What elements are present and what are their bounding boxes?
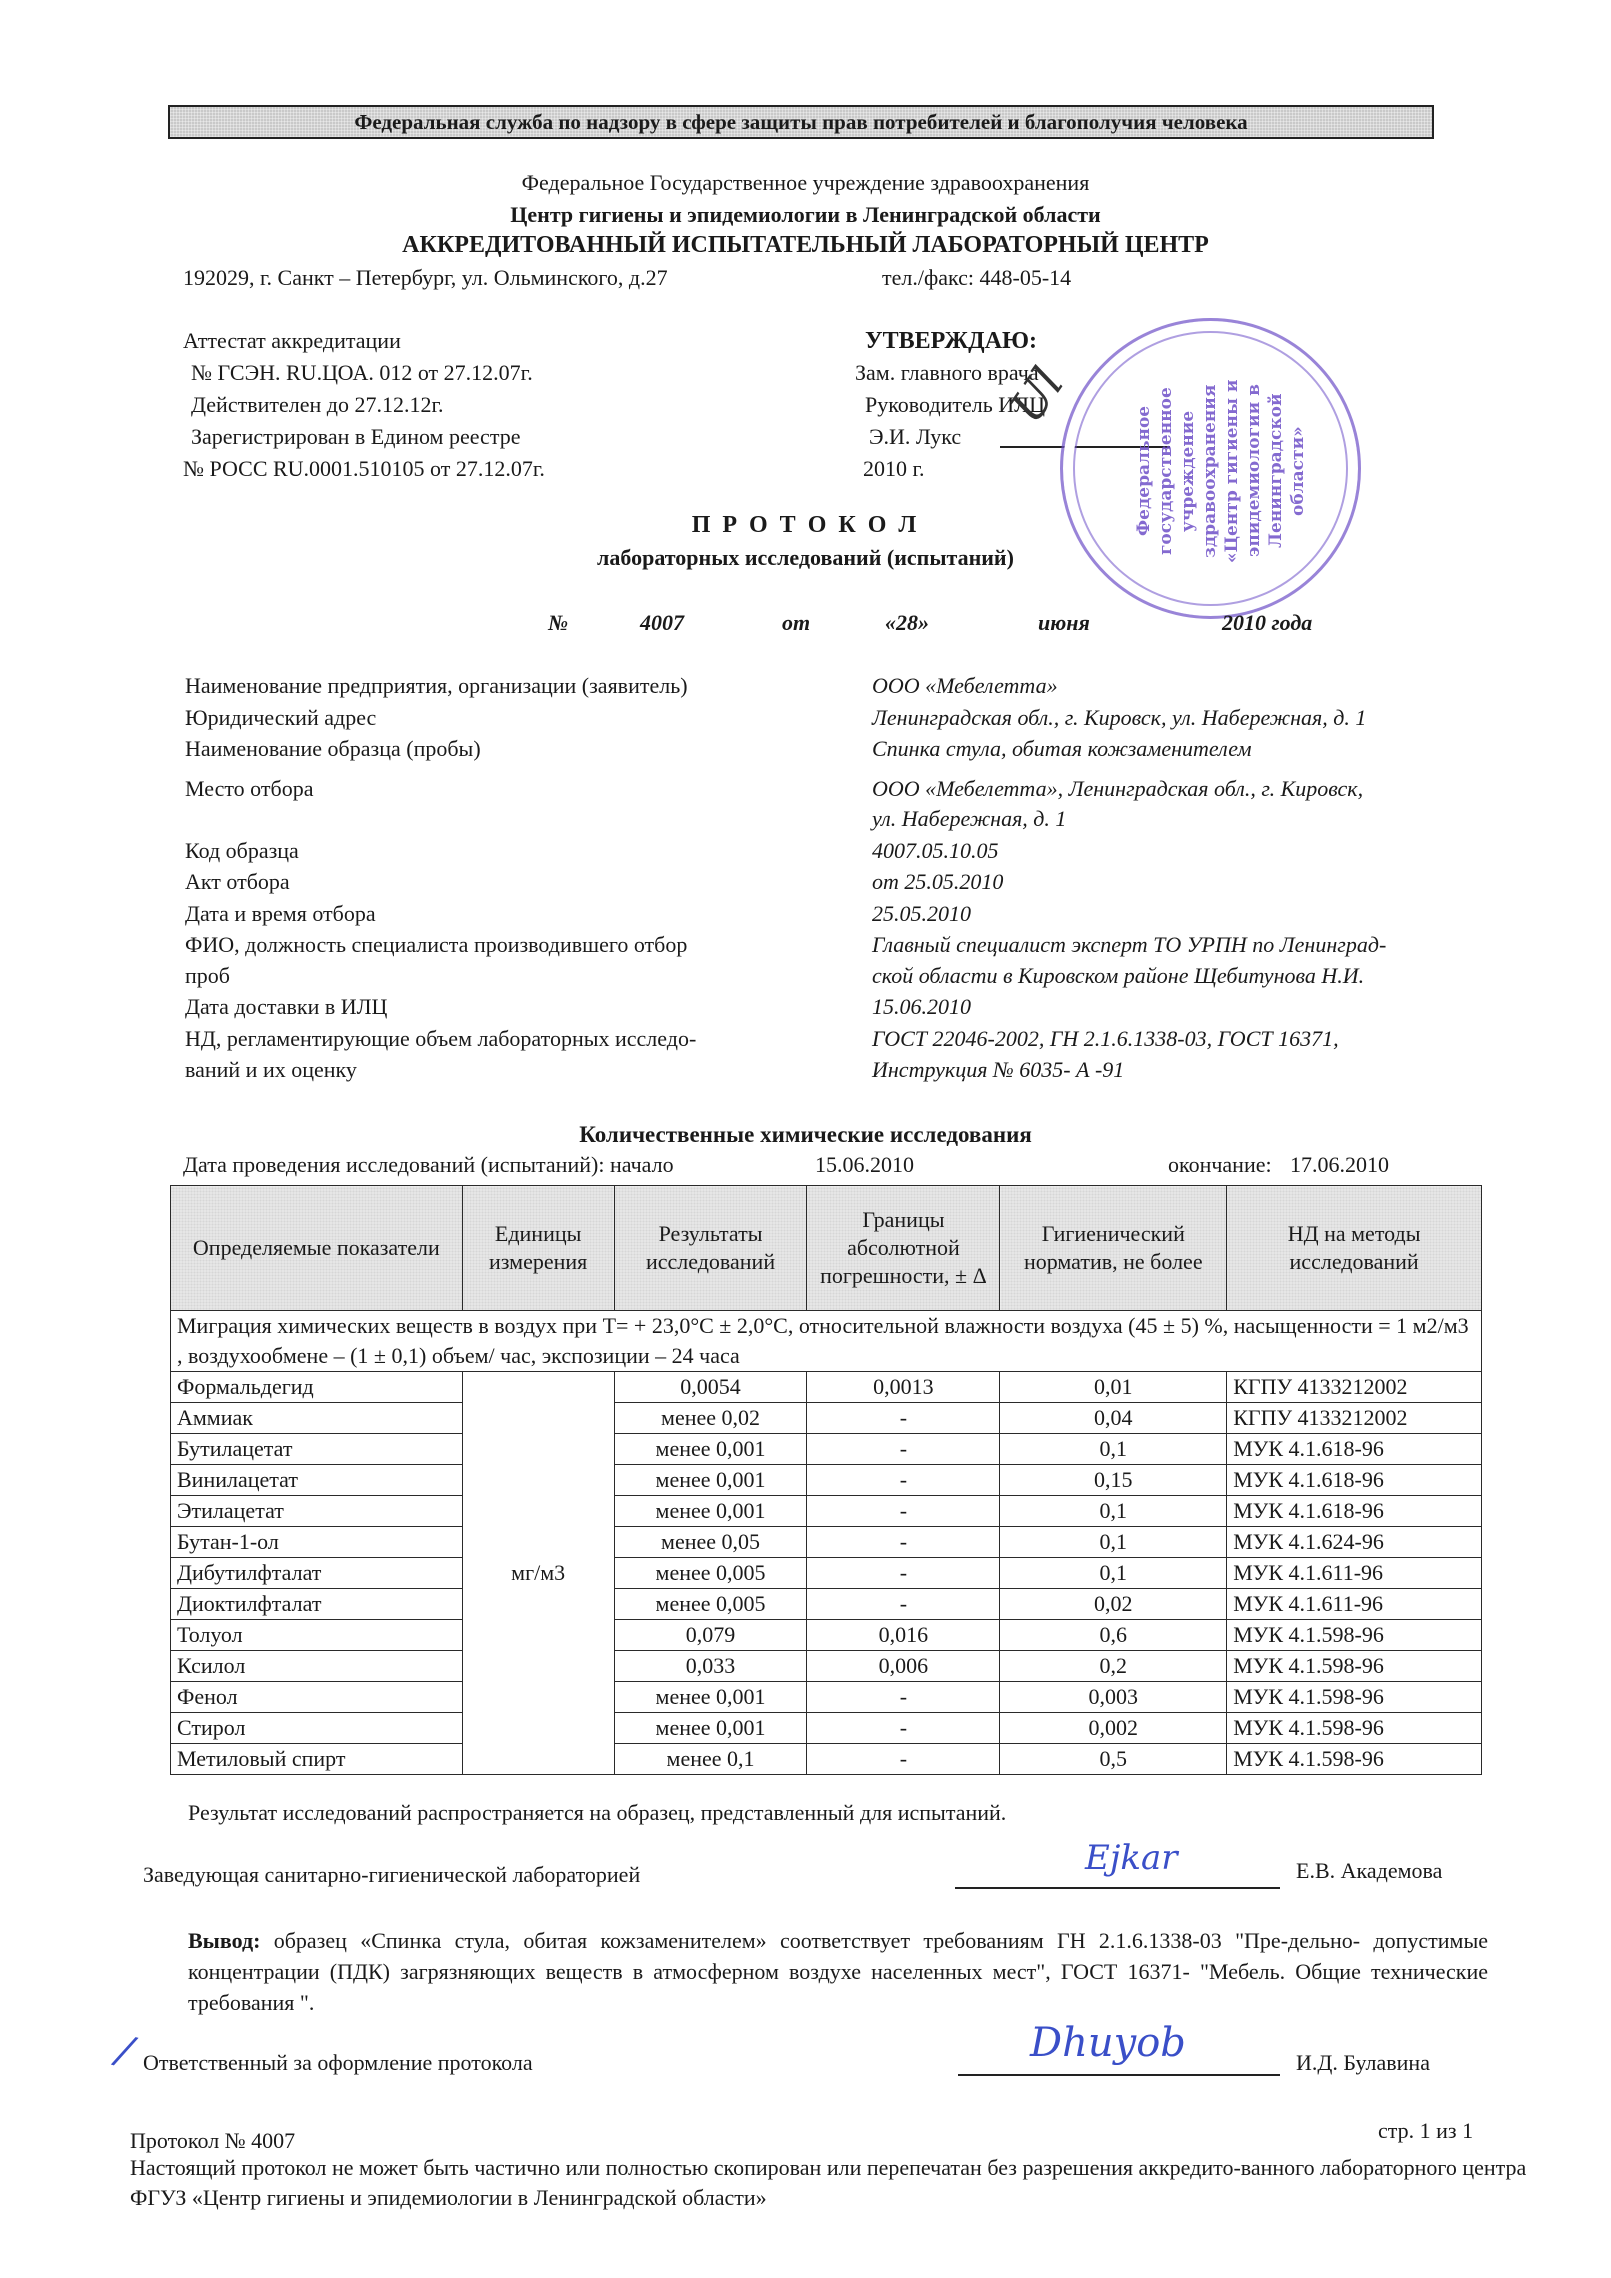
approval-l2: Руководитель ИЛЦ	[865, 392, 1045, 417]
info-value-act: от 25.05.2010	[872, 869, 1004, 894]
approval-l4: 2010 г.	[863, 456, 925, 481]
info-value-address: Ленинградская обл., г. Кировск, ул. Набережная, д. 1	[872, 705, 1367, 730]
cell-name: Бутан-1-ол	[171, 1527, 463, 1558]
cell-norm: 0,003	[1000, 1682, 1227, 1713]
cell-result: менее 0,1	[614, 1744, 807, 1775]
conclusion-label: Вывод:	[188, 1928, 261, 1953]
info-label-specialist-2: проб	[185, 963, 230, 988]
info-value-applicant: ООО «Мебелетта»	[872, 673, 1058, 698]
accreditation-l4: Зарегистрирован в Едином реестре	[191, 424, 521, 449]
cell-result: менее 0,001	[614, 1465, 807, 1496]
cell-method: МУК 4.1.611-96	[1227, 1558, 1482, 1589]
cell-error: 0,016	[807, 1620, 1000, 1651]
org-address: 192029, г. Санкт – Петербург, ул. Ольминского, д.27	[183, 265, 668, 290]
org-line-3: АККРЕДИТОВАННЫЙ ИСПЫТАТЕЛЬНЫЙ ЛАБОРАТОРНЫЙ ЦЕНТР	[402, 232, 1209, 258]
cell-result: менее 0,02	[614, 1403, 807, 1434]
section-dates-label: Дата проведения исследований (испытаний): начало	[183, 1152, 674, 1177]
footer-protocol: Протокол № 4007	[130, 2128, 296, 2153]
cell-method: КГПУ 4133212002	[1227, 1372, 1482, 1403]
info-value-code: 4007.05.10.05	[872, 838, 999, 863]
table-row	[171, 1589, 1482, 1620]
info-label-delivery: Дата доставки в ИЛЦ	[185, 994, 388, 1019]
cell-norm: 0,1	[1000, 1496, 1227, 1527]
cell-method: МУК 4.1.618-96	[1227, 1465, 1482, 1496]
cell-error: -	[807, 1558, 1000, 1589]
cell-error: -	[807, 1744, 1000, 1775]
protocol-number-sign: №	[548, 610, 569, 635]
header-method: НД на методы исследований	[1227, 1186, 1482, 1311]
cell-result: менее 0,001	[614, 1496, 807, 1527]
protocol-month: июня	[1038, 610, 1090, 635]
cell-method: МУК 4.1.618-96	[1227, 1434, 1482, 1465]
cell-result: менее 0,001	[614, 1713, 807, 1744]
cell-method: МУК 4.1.618-96	[1227, 1496, 1482, 1527]
cell-name: Толуол	[171, 1620, 463, 1651]
accreditation-block	[183, 325, 545, 485]
cell-error: -	[807, 1589, 1000, 1620]
cell-result: менее 0,001	[614, 1682, 807, 1713]
cell-name: Стирол	[171, 1713, 463, 1744]
official-stamp	[1060, 318, 1361, 619]
cell-method: МУК 4.1.598-96	[1227, 1744, 1482, 1775]
accreditation-l1: Аттестат аккредитации	[183, 328, 401, 353]
org-line-1: Федеральное Государственное учреждение здравоохранения	[521, 170, 1090, 195]
cell-norm: 0,1	[1000, 1434, 1227, 1465]
section-title: Количественные химические исследования	[579, 1122, 1032, 1147]
approval-signature: Ul	[999, 357, 1075, 433]
section-end-date: 17.06.2010	[1290, 1152, 1389, 1177]
info-label-norms-2: ваний и их оценку	[185, 1057, 357, 1082]
agency-banner: Федеральная служба по надзору в сфере защиты прав потребителей и благополучия человека	[168, 105, 1434, 139]
table-row	[171, 1496, 1482, 1527]
cell-name: Диоктилфталат	[171, 1589, 463, 1620]
cell-error: -	[807, 1496, 1000, 1527]
cell-norm: 0,6	[1000, 1620, 1227, 1651]
head-role: Заведующая санитарно-гигиенической лабораторией	[143, 1862, 641, 1887]
protocol-title: П Р О Т О К О Л	[691, 512, 920, 538]
cell-result: 0,033	[614, 1651, 807, 1682]
cell-norm: 0,5	[1000, 1744, 1227, 1775]
info-label-norms: НД, регламентирующие объем лабораторных исследо-	[185, 1026, 697, 1051]
info-value-sample-date: 25.05.2010	[872, 901, 971, 926]
cell-error: 0,006	[807, 1651, 1000, 1682]
org-phone: тел./факс: 448-05-14	[882, 265, 1072, 290]
cell-norm: 0,1	[1000, 1558, 1227, 1589]
table-row	[171, 1744, 1482, 1775]
conclusion	[188, 1925, 1488, 2018]
cell-name: Бутилацетат	[171, 1434, 463, 1465]
cell-norm: 0,15	[1000, 1465, 1227, 1496]
protocol-number: 4007	[640, 610, 684, 635]
table-row	[171, 1465, 1482, 1496]
approval-l3: Э.И. Лукс	[869, 424, 962, 449]
table-row	[171, 1372, 1482, 1403]
accreditation-l2: № ГСЭН. RU.ЦОА. 012 от 27.12.07г.	[191, 360, 533, 385]
cell-norm: 0,1	[1000, 1527, 1227, 1558]
cell-name: Формальдегид	[171, 1372, 463, 1403]
cell-norm: 0,2	[1000, 1651, 1227, 1682]
cell-error: 0,0013	[807, 1372, 1000, 1403]
cell-norm: 0,02	[1000, 1589, 1227, 1620]
cell-name: Метиловый спирт	[171, 1744, 463, 1775]
head-name: Е.В. Академова	[1296, 1858, 1443, 1883]
info-value-norms: ГОСТ 22046-2002, ГН 2.1.6.1338-03, ГОСТ 16371,	[872, 1026, 1339, 1051]
footer-page: стр. 1 из 1	[1378, 2118, 1474, 2143]
resp-signature-line	[958, 2074, 1280, 2076]
header-error: Границы абсолютной погрешности, ± Δ	[807, 1186, 1000, 1311]
head-signature-line	[955, 1887, 1280, 1889]
cell-norm: 0,002	[1000, 1713, 1227, 1744]
table-note: Результат исследований распространяется на образец, представленный для испытаний.	[188, 1800, 1007, 1825]
info-label-sample-date: Дата и время отбора	[185, 901, 376, 926]
cell-result: 0,079	[614, 1620, 807, 1651]
cell-error: -	[807, 1713, 1000, 1744]
cell-error: -	[807, 1465, 1000, 1496]
resp-role: Ответственный за оформление протокола	[143, 2050, 533, 2075]
footer-notice: Настоящий протокол не может быть частично или полностью скопирован или перепечатан без разрешения аккредито-ванного лабораторного центра ФГУЗ «Центр гигиены и эпидемиологии в Ленинградской области»	[130, 2155, 1527, 2210]
cell-method: МУК 4.1.598-96	[1227, 1682, 1482, 1713]
cell-method: МУК 4.1.598-96	[1227, 1651, 1482, 1682]
test-conditions: Миграция химических веществ в воздух при Т= + 23,0°С ± 2,0°С, относительной влажности воздуха (45 ± 5) %, насыщенности = 1 м2/м3 , воздухообмене – (1 ± 0,1) объем/ час, экспозиции – 24 часа	[171, 1311, 1482, 1372]
cell-norm: 0,01	[1000, 1372, 1227, 1403]
head-signature: Ejkar	[1085, 1838, 1178, 1878]
info-value-location: ООО «Мебелетта», Ленинградская обл., г. Кировск,	[872, 776, 1364, 801]
protocol-from: от	[782, 610, 811, 635]
cell-method: МУК 4.1.624-96	[1227, 1527, 1482, 1558]
cell-unit: мг/м3	[462, 1372, 614, 1775]
table-condition-row	[171, 1311, 1482, 1372]
approval-l1: Зам. главного врача	[855, 360, 1039, 385]
results-table	[170, 1185, 1482, 1775]
section-end-label: окончание:	[1168, 1152, 1272, 1177]
cell-method: МУК 4.1.611-96	[1227, 1589, 1482, 1620]
table-header-row	[171, 1186, 1482, 1311]
info-value-sample: Спинка стула, обитая кожзаменителем	[872, 736, 1252, 761]
info-label-sample: Наименование образца (пробы)	[185, 736, 481, 761]
cell-result: менее 0,005	[614, 1589, 807, 1620]
approval-title: УТВЕРЖДАЮ:	[865, 328, 1038, 354]
info-value-specialist: Главный специалист эксперт ТО УРПН по Ленинград-	[872, 932, 1387, 957]
resp-name: И.Д. Булавина	[1296, 2050, 1430, 2075]
header-norm: Гигиенический норматив, не более	[1000, 1186, 1227, 1311]
cell-name: Винилацетат	[171, 1465, 463, 1496]
stamp-text: Федеральное государственное учреждение здравоохранения «Центр гигиены и эпидемиологии в Ленинградской области»	[1134, 379, 1308, 563]
table-row	[171, 1434, 1482, 1465]
info-value-specialist-2: ской области в Кировском районе Щебитунова Н.И.	[872, 963, 1365, 988]
initial-mark: /	[112, 2027, 138, 2075]
cell-error: -	[807, 1434, 1000, 1465]
info-label-specialist: ФИО, должность специалиста производившего отбор	[185, 932, 688, 957]
accreditation-l5: № РОСС RU.0001.510105 от 27.12.07г.	[183, 456, 545, 481]
info-label-location: Место отбора	[185, 776, 314, 801]
table-row	[171, 1558, 1482, 1589]
header-unit: Единицы измерения	[462, 1186, 614, 1311]
info-value-location-2: ул. Набережная, д. 1	[872, 806, 1067, 831]
cell-result: 0,0054	[614, 1372, 807, 1403]
info-value-norms-2: Инструкция № 6035- А -91	[872, 1057, 1125, 1082]
info-label-act: Акт отбора	[185, 869, 290, 894]
table-row	[171, 1527, 1482, 1558]
table-row	[171, 1403, 1482, 1434]
cell-name: Ксилол	[171, 1651, 463, 1682]
cell-method: КГПУ 4133212002	[1227, 1403, 1482, 1434]
cell-norm: 0,04	[1000, 1403, 1227, 1434]
org-line-2: Центр гигиены и эпидемиологии в Ленинградской области	[510, 202, 1101, 227]
info-label-code: Код образца	[185, 838, 299, 863]
accreditation-l3: Действителен до 27.12.12г.	[191, 392, 444, 417]
info-label-applicant: Наименование предприятия, организации (заявитель)	[185, 673, 688, 698]
cell-result: менее 0,05	[614, 1527, 807, 1558]
cell-error: -	[807, 1527, 1000, 1558]
cell-error: -	[807, 1403, 1000, 1434]
header-indicator: Определяемые показатели	[171, 1186, 463, 1311]
info-value-delivery: 15.06.2010	[872, 994, 971, 1019]
table-row	[171, 1713, 1482, 1744]
conclusion-text: образец «Спинка стула, обитая кожзаменителем» соответствует требованиям ГН 2.1.6.1338-03 "Пре-дельно- допустимые концентрации (ПДК) загрязняющих веществ в атмосферном воздухе населенных мест", ГОСТ 16371- "Мебель. Общие технические требования ".	[188, 1928, 1488, 2015]
table-row	[171, 1682, 1482, 1713]
cell-name: Дибутилфталат	[171, 1558, 463, 1589]
section-start-date: 15.06.2010	[815, 1152, 914, 1177]
cell-name: Этилацетат	[171, 1496, 463, 1527]
resp-signature: Dhuyob	[1030, 2020, 1186, 2066]
cell-name: Фенол	[171, 1682, 463, 1713]
table-row	[171, 1651, 1482, 1682]
protocol-year: 2010 года	[1222, 610, 1313, 635]
cell-result: менее 0,001	[614, 1434, 807, 1465]
cell-method: МУК 4.1.598-96	[1227, 1713, 1482, 1744]
header-result: Результаты исследований	[614, 1186, 807, 1311]
table-row	[171, 1620, 1482, 1651]
protocol-subtitle: лабораторных исследований (испытаний)	[597, 545, 1014, 570]
info-label-address: Юридический адрес	[185, 705, 377, 730]
cell-error: -	[807, 1682, 1000, 1713]
cell-result: менее 0,005	[614, 1558, 807, 1589]
protocol-day: «28»	[885, 610, 929, 635]
cell-method: МУК 4.1.598-96	[1227, 1620, 1482, 1651]
cell-name: Аммиак	[171, 1403, 463, 1434]
